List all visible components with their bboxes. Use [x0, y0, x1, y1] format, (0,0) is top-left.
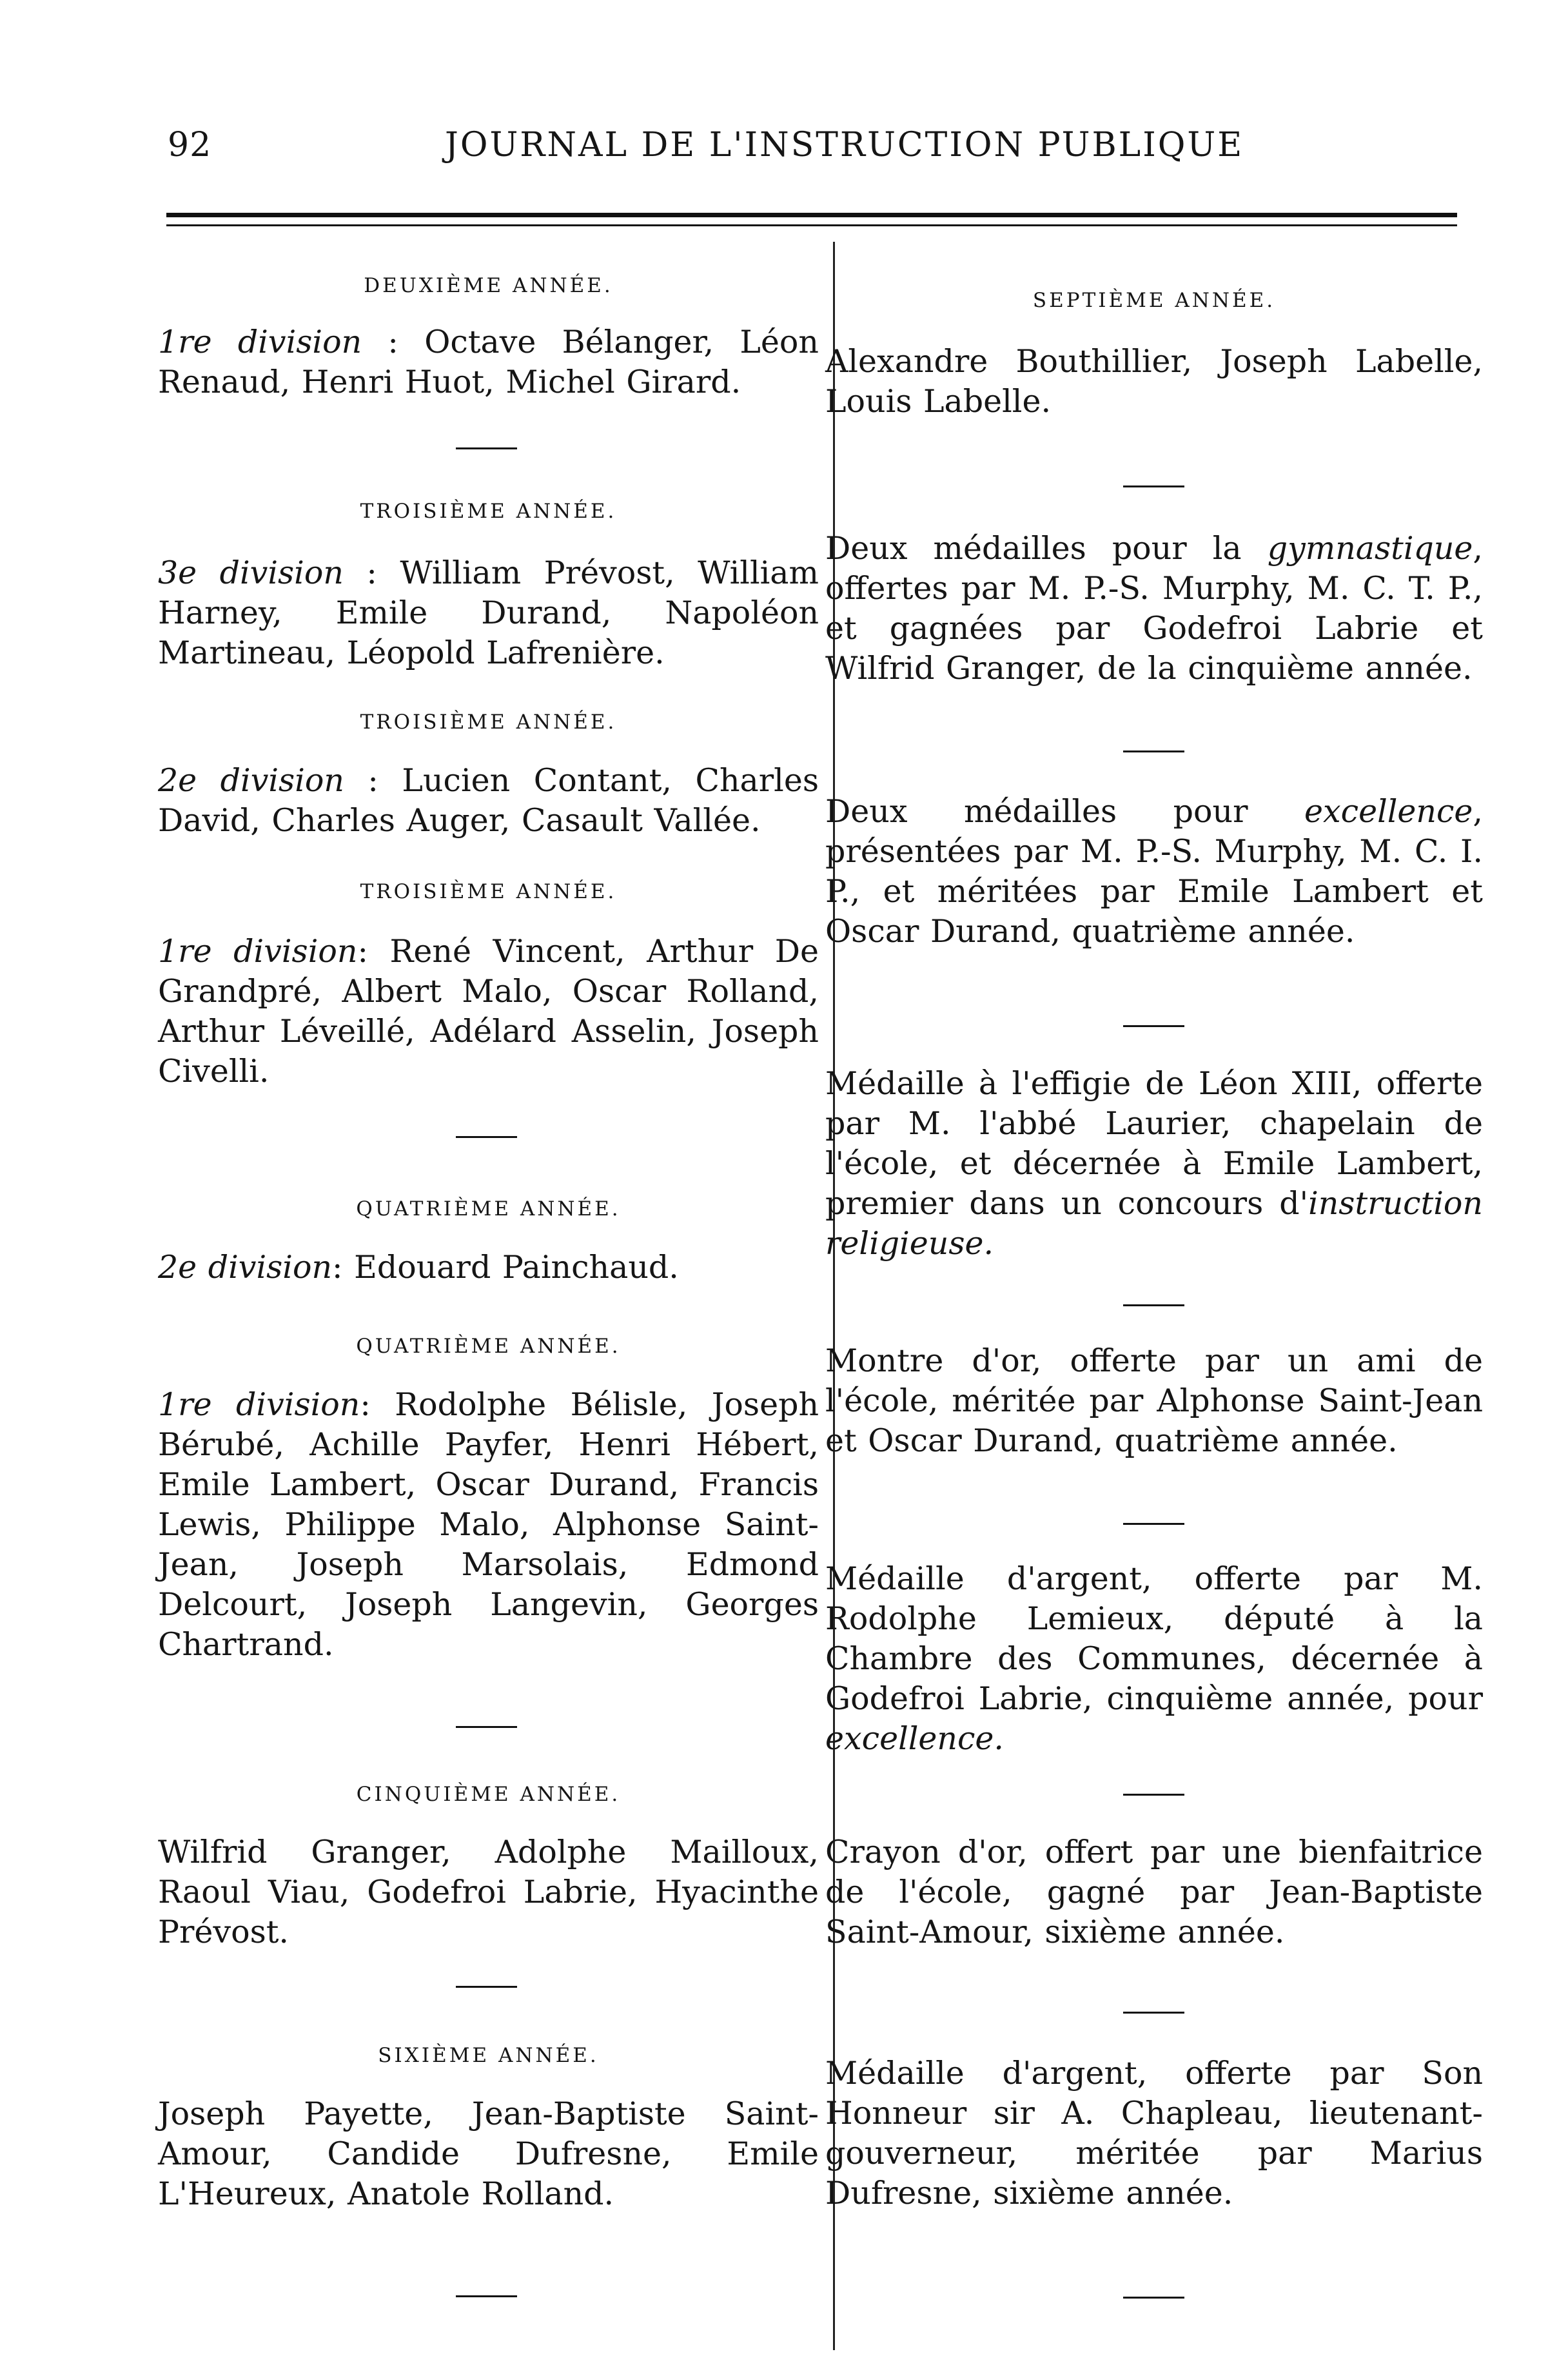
heading-deuxieme-annee: DEUXIÈME ANNÉE.: [364, 274, 613, 297]
division-names: : Octave Bélanger, Léon Renaud, Henri Huot, Michel Girard.: [158, 324, 819, 400]
paragraph-gold-watch: Montre d'or, offerte par un ami de l'école, méritée par Alphonse Saint-Jean et Oscar Durand, quatrième année.: [825, 1342, 1483, 1459]
paragraph-sixieme: Joseph Payette, Jean-Baptiste Saint-Amour, Candide Dufresne, Emile L'Heureux, Anatole Rolland.: [158, 2095, 819, 2212]
page-number: 92: [168, 126, 212, 164]
prize-text: Médaille d'argent, offerte par M. Rodolphe Lemieux, député à la Chambre des Communes, décernée à Godefroi Labrie, cinquième année, pour: [825, 1560, 1483, 1717]
division-label: 2e division: [158, 1249, 333, 1286]
paragraph-deuxieme-div1: [158, 322, 819, 402]
page-header: [161, 126, 1464, 184]
section-dash: [1123, 1523, 1184, 1525]
paragraph-cinquieme: Wilfrid Granger, Adolphe Mailloux, Raoul Viau, Godefroi Labrie, Hyacinthe Prévost.: [158, 1834, 819, 1950]
heading-septieme-annee: SEPTIÈME ANNÉE.: [1032, 289, 1276, 312]
prize-text: Deux médailles pour la: [825, 530, 1268, 567]
section-dash: [456, 1136, 517, 1138]
section-dash: [456, 2295, 517, 2297]
section-dash: [456, 1986, 517, 1988]
section-dash: [1123, 750, 1184, 752]
section-dash: [456, 1726, 517, 1728]
division-label: 1re division: [158, 324, 362, 360]
heading-sixieme-annee: SIXIÈME ANNÉE.: [378, 2044, 599, 2067]
prize-text: , offertes par M. P.-S. Murphy, M. C. T. P., et gagnées par Godefroi Labrie et Wilfrid Granger, de la cinquième année.: [825, 530, 1483, 687]
heading-troisieme-annee-1: TROISIÈME ANNÉE.: [360, 500, 617, 523]
division-names: : Edouard Painchaud.: [332, 1249, 679, 1286]
paragraph-lemieux-medal: [825, 1559, 1483, 1759]
section-dash: [1123, 1794, 1184, 1796]
paragraph-gymnastique-medals: [825, 529, 1483, 689]
paragraph-troisieme-div3: [158, 553, 819, 673]
prize-italic: instruction religieuse.: [825, 1185, 1483, 1262]
paragraph-troisieme-div1: [158, 932, 819, 1092]
paragraph-quatrieme-div2: [158, 1248, 819, 1288]
section-dash: [1123, 486, 1184, 487]
paragraph-troisieme-div2: [158, 761, 819, 841]
heading-cinquieme-annee: CINQUIÈME ANNÉE.: [356, 1783, 621, 1806]
division-label: 2e division: [158, 762, 344, 799]
section-dash: [456, 447, 517, 449]
division-names: : William Prévost, William Harney, Emile Durand, Napoléon Martineau, Léopold Lafrenière.: [158, 554, 819, 671]
heading-quatrieme-annee-1: QUATRIÈME ANNÉE.: [356, 1197, 621, 1221]
prize-italic: gymnastique: [1267, 530, 1473, 567]
division-label: 3e division: [158, 554, 344, 591]
prize-italic: excellence.: [825, 1720, 1004, 1757]
heading-troisieme-annee-3: TROISIÈME ANNÉE.: [360, 880, 617, 903]
paragraph-quatrieme-div1: [158, 1385, 819, 1665]
prize-italic: excellence: [1304, 793, 1473, 830]
paragraph-gold-pencil: Crayon d'or, offert par une bienfaitrice de l'école, gagné par Jean-Baptiste Saint-Amour, sixième année.: [825, 1834, 1483, 1950]
section-dash: [1123, 1025, 1184, 1027]
section-dash: [1123, 2297, 1184, 2299]
heading-quatrieme-annee-2: QUATRIÈME ANNÉE.: [356, 1335, 621, 1358]
paragraph-septieme: Alexandre Bouthillier, Joseph Labelle, Louis Labelle.: [825, 343, 1483, 420]
paragraph-leon-xiii-medal: [825, 1064, 1483, 1264]
paragraph-excellence-medals: [825, 792, 1483, 952]
division-label: 1re division: [158, 1386, 360, 1423]
prize-text: Deux médailles pour: [825, 793, 1304, 830]
prize-text: , présentées par M. P.-S. Murphy, M. C. I. P., et méritées par Emile Lambert et Oscar Durand, quatrième année.: [825, 793, 1483, 950]
division-names: : Rodolphe Bélisle, Joseph Bérubé, Achille Payfer, Henri Hébert, Emile Lambert, Oscar Durand, Francis Lewis, Philippe Malo, Alphonse Saint-Jean, Joseph Marsolais, Edmond Delcourt, Joseph Langevin, Georges Chartrand.: [158, 1386, 819, 1663]
section-dash: [1123, 2012, 1184, 2014]
paragraph-chapleau-medal: Médaille d'argent, offerte par Son Honneur sir A. Chapleau, lieutenant-gouverneur, méritée par Marius Dufresne, sixième année.: [825, 2055, 1483, 2212]
division-names: : René Vincent, Arthur De Grandpré, Albert Malo, Oscar Rolland, Arthur Léveillé, Adélard Asselin, Joseph Civelli.: [158, 933, 819, 1090]
division-label: 1re division: [158, 933, 358, 970]
prize-text: Médaille à l'effigie de Léon XIII, offerte par M. l'abbé Laurier, chapelain de l'école, et décernée à Emile Lambert, premier dans un concours d': [825, 1065, 1483, 1222]
header-rule-thick: [166, 213, 1457, 217]
running-title: JOURNAL DE L'INSTRUCTION PUBLIQUE: [445, 126, 1244, 164]
heading-troisieme-annee-2: TROISIÈME ANNÉE.: [360, 711, 617, 734]
section-dash: [1123, 1304, 1184, 1306]
division-names: : Lucien Contant, Charles David, Charles Auger, Casault Vallée.: [158, 762, 819, 839]
header-rule-thin: [166, 224, 1457, 226]
